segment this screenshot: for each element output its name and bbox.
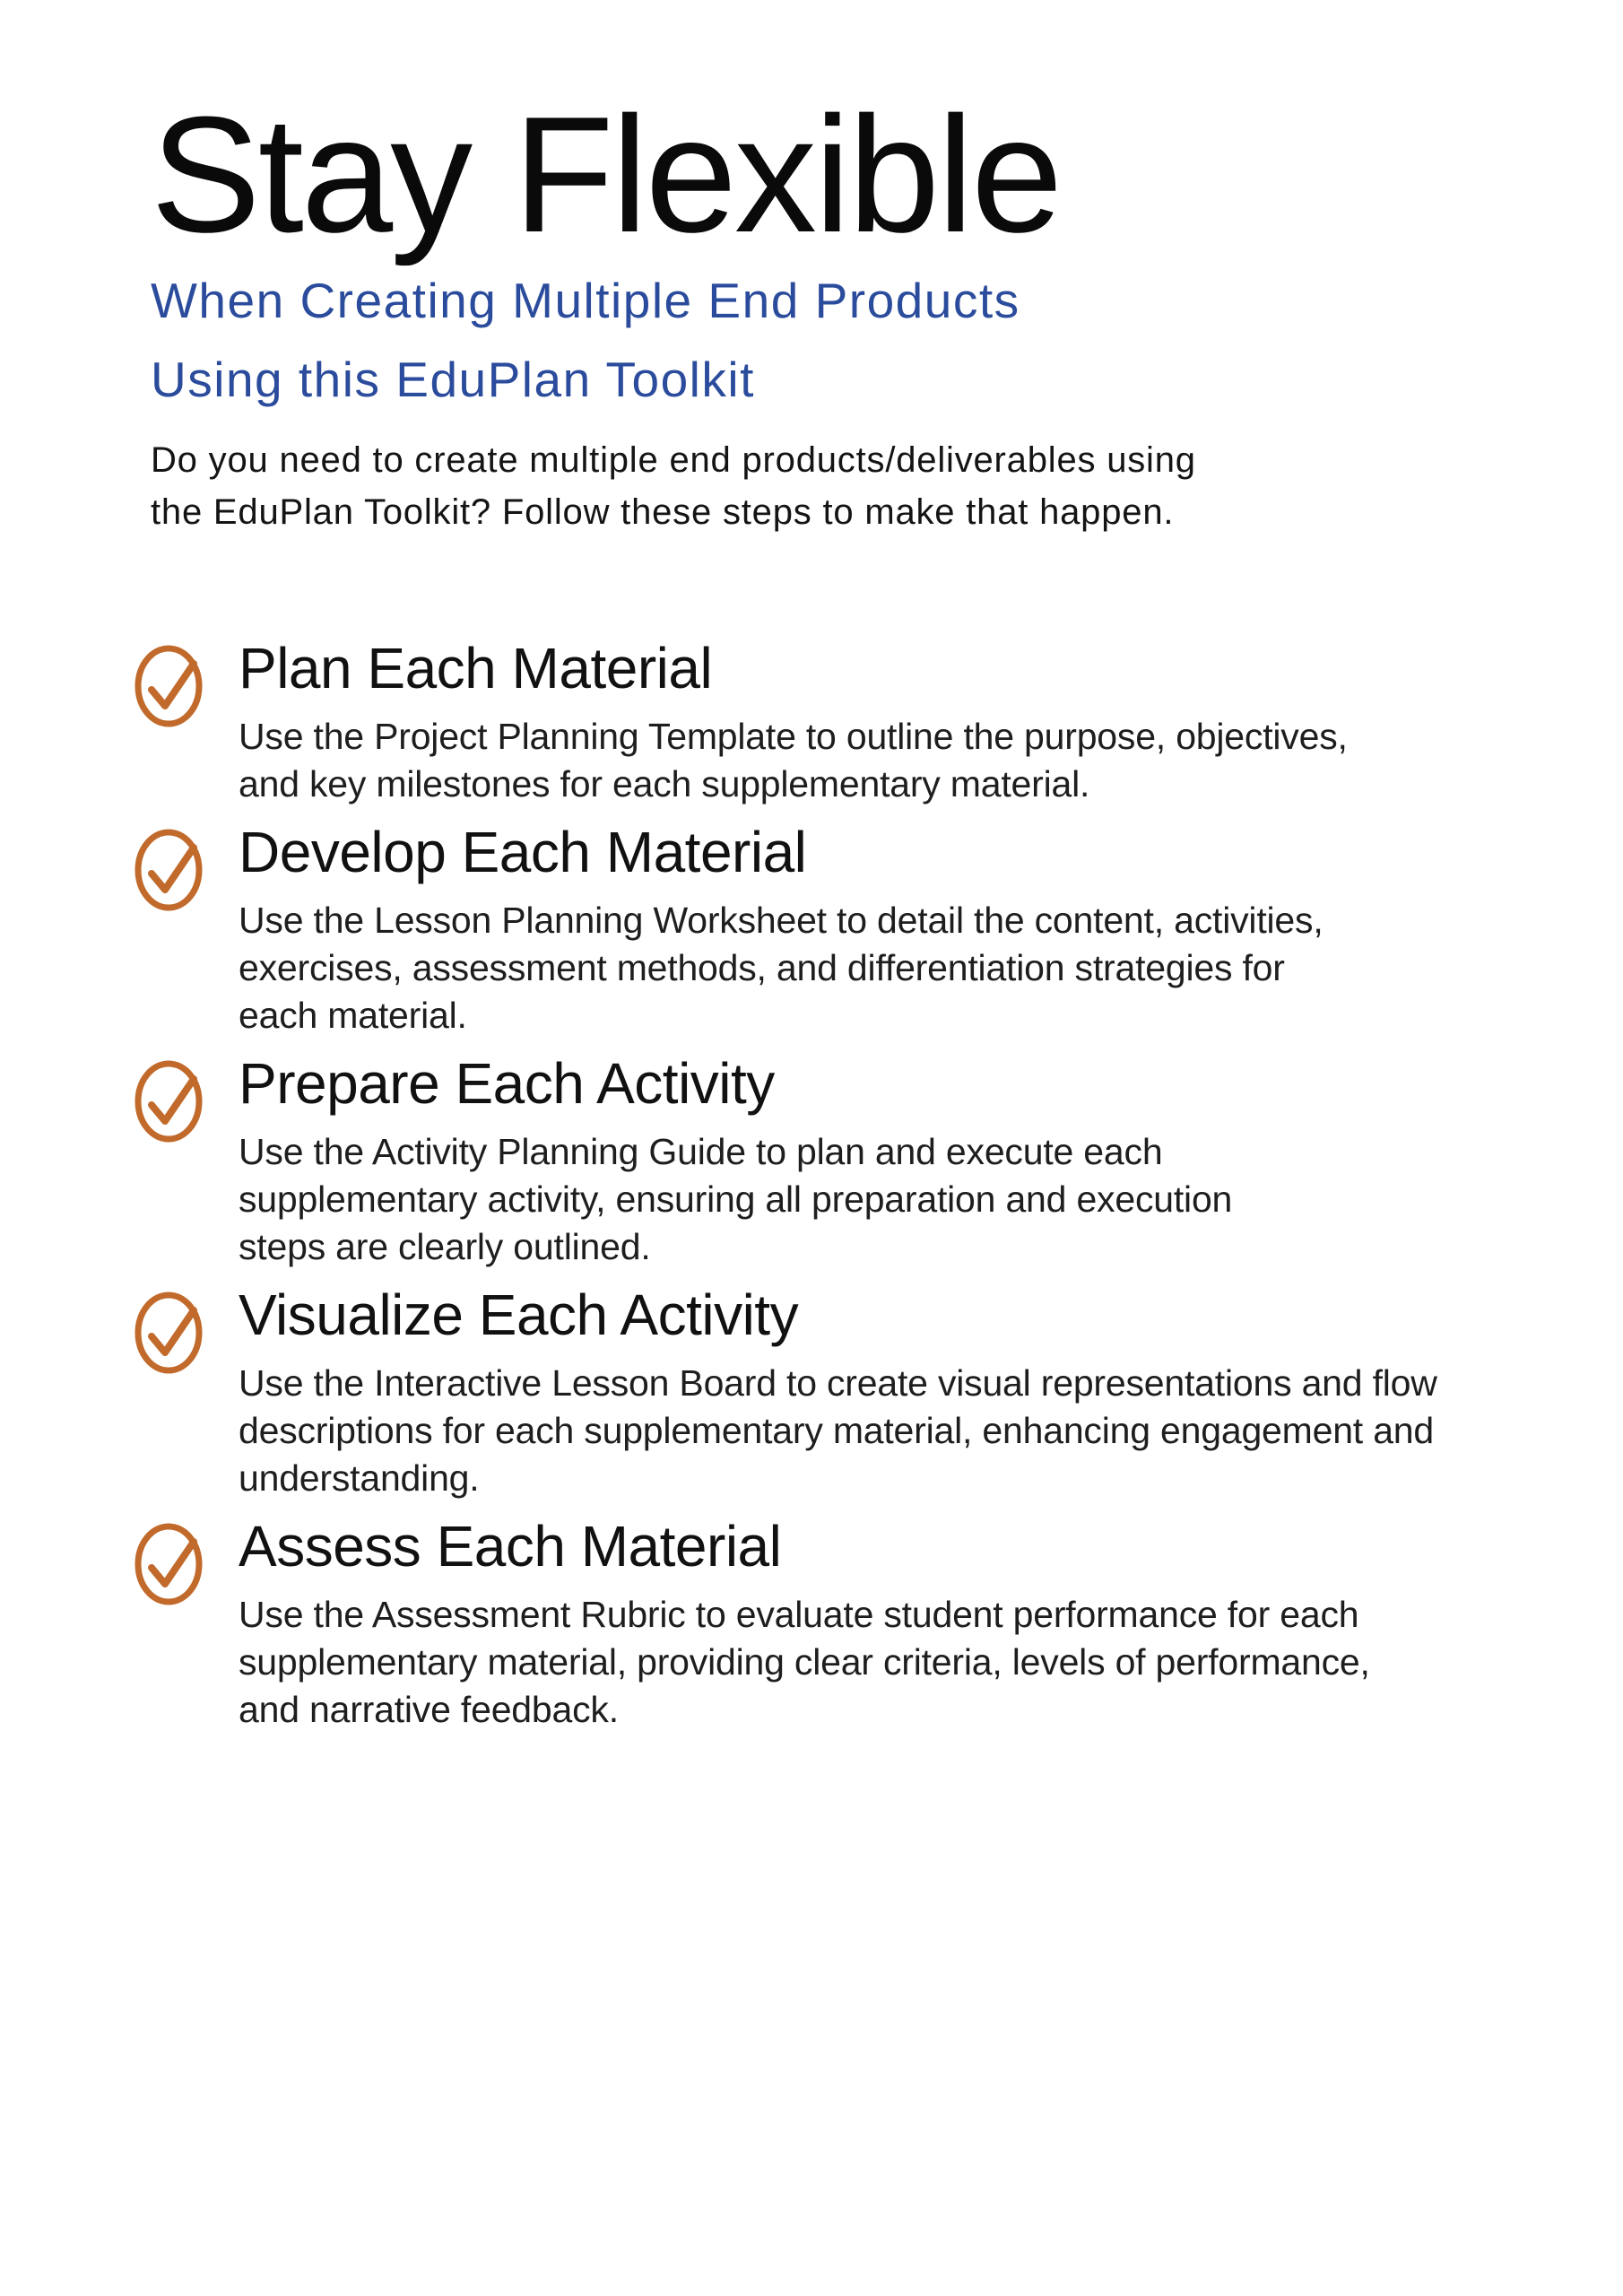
description-line: and key milestones for each supplementary material. (239, 763, 1090, 804)
checklist-item (133, 1510, 1623, 1734)
item-heading: Plan Each Material (239, 636, 713, 700)
item-text (239, 1510, 1370, 1734)
check-circle-outline (138, 832, 199, 908)
check-mark (152, 848, 194, 890)
intro-line-2: the EduPlan Toolkit? Follow these steps to make that happen. (151, 492, 1175, 532)
item-text (239, 1048, 1232, 1271)
check-mark (152, 664, 194, 706)
checklist-item (133, 1048, 1623, 1271)
checklist-item (133, 632, 1623, 808)
description-line: Use the Assessment Rubric to evaluate student performance for each (239, 1594, 1359, 1635)
description-line: Use the Interactive Lesson Board to create visual representations and flow (239, 1362, 1437, 1404)
item-description (239, 713, 1348, 808)
item-description (239, 897, 1324, 1039)
item-description (239, 1360, 1437, 1502)
description-line: descriptions for each supplementary material, enhancing engagement and (239, 1410, 1434, 1451)
check-circle-outline (138, 1526, 199, 1602)
description-line: steps are clearly outlined. (239, 1226, 651, 1267)
header (151, 82, 1623, 538)
description-line: exercises, assessment methods, and differentiation strategies for (239, 947, 1285, 988)
description-line: supplementary activity, ensuring all preparation and execution (239, 1178, 1233, 1220)
item-description (239, 1128, 1232, 1271)
description-line: each material. (239, 995, 467, 1036)
description-line: Use the Project Planning Template to outline the purpose, objectives, (239, 716, 1348, 757)
subtitle-line-1: When Creating Multiple End Products (151, 273, 1020, 328)
checklist (133, 632, 1623, 1734)
item-description (239, 1591, 1370, 1734)
checklist-item (133, 1279, 1623, 1502)
item-text (239, 632, 1348, 808)
item-heading: Assess Each Material (239, 1514, 782, 1578)
item-heading: Visualize Each Activity (239, 1283, 799, 1347)
check-mark (152, 1310, 194, 1352)
description-line: understanding. (239, 1457, 480, 1499)
description-line: Use the Activity Planning Guide to plan and execute each (239, 1131, 1163, 1172)
check-mark (152, 1542, 194, 1584)
item-text (239, 1279, 1437, 1502)
check-circle-icon (133, 827, 204, 913)
check-mark (152, 1079, 194, 1121)
check-circle-outline (138, 648, 199, 724)
item-heading: Develop Each Material (239, 820, 807, 884)
intro-line-1: Do you need to create multiple end products/deliverables using (151, 440, 1196, 480)
check-circle-icon (133, 1290, 204, 1376)
check-circle-icon (133, 1058, 204, 1144)
description-line: Use the Lesson Planning Worksheet to detail the content, activities, (239, 900, 1324, 941)
subtitle-line-2: Using this EduPlan Toolkit (151, 352, 755, 407)
description-line: supplementary material, providing clear criteria, levels of performance, (239, 1641, 1370, 1683)
check-circle-outline (138, 1064, 199, 1139)
check-circle-icon (133, 643, 204, 729)
description-line: and narrative feedback. (239, 1689, 619, 1730)
page-subtitle (151, 261, 1623, 419)
check-circle-icon (133, 1521, 204, 1607)
item-text (239, 816, 1324, 1039)
check-circle-outline (138, 1295, 199, 1370)
checklist-item (133, 816, 1623, 1039)
page-title: Stay Flexible (151, 82, 1061, 266)
intro-paragraph (151, 434, 1623, 538)
item-heading: Prepare Each Activity (239, 1051, 775, 1116)
